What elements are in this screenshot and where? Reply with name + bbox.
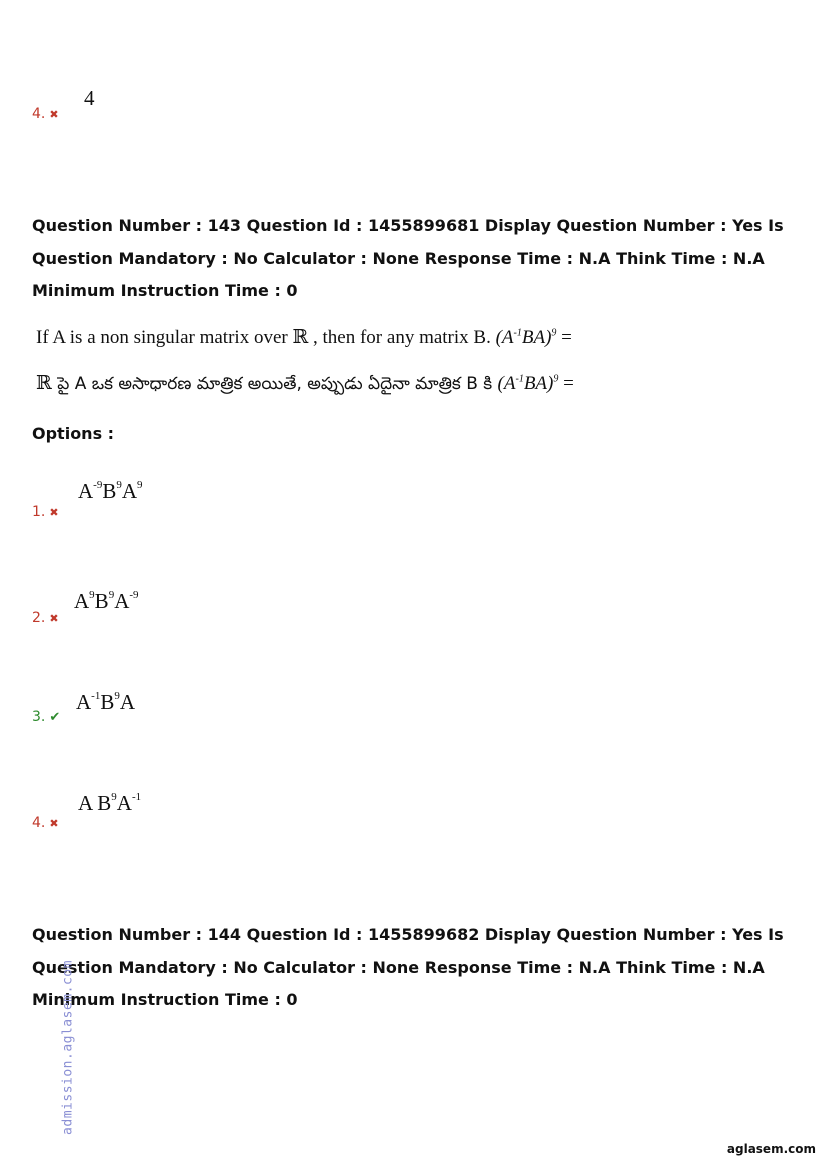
question-144-header: Question Number : 144 Question Id : 1455899682 Display Question Number : Yes Is Question Mandatory : No Calculator : None Response Time : N.A Think Time : N.A Minimum Instruction Time : 0 [32,925,784,1009]
exponent: -1 [513,327,522,339]
expr: BA) [523,373,554,394]
exponent: -9 [129,589,139,601]
option-number: 3. [32,709,46,725]
stem-text: పై A ఒక అసాధారణ మాత్రిక అయితే, అప్పుడు ఏదైనా మాత్రిక B కి [51,374,498,394]
option-number: 4. [32,106,46,122]
option-4-number [32,815,59,831]
watermark: admission.aglasem.com [60,960,76,1135]
base: B [94,589,109,613]
exponent: 9 [116,479,122,491]
equals: = [558,373,574,394]
base: A [78,791,98,815]
question-143-header: Question Number : 143 Question Id : 1455899681 Display Question Number : Yes Is Question Mandatory : No Calculator : None Response Time : N.A Think Time : N.A Minimum Instruction Time : 0 [32,216,784,300]
expr: (A [495,327,514,348]
exponent: 9 [551,327,557,339]
base: A [119,690,136,714]
base: B [102,479,117,503]
exponent: 9 [553,373,559,385]
base: A [78,479,94,503]
base: A [121,479,138,503]
real-set-symbol: ℝ [292,327,309,348]
options-label: Options : [32,424,115,443]
base: A [76,690,92,714]
base: A [116,791,132,815]
expr: (A [497,373,516,394]
real-set-symbol: ℝ [36,373,52,394]
question-stem-telugu [36,372,574,398]
option-2-value [74,589,139,614]
stem-text: If A is a non singular matrix over [36,327,293,348]
cross-icon: ✖ [49,817,59,830]
exponent: 9 [89,589,95,601]
exponent: -1 [515,373,524,385]
option-2-number [32,610,59,626]
exponent: 9 [114,690,120,702]
base: B [97,791,112,815]
stem-text: , then for any matrix B. [308,327,496,348]
option-1-number [32,504,59,520]
cross-icon: ✖ [49,506,59,519]
base: A [74,589,90,613]
option-number: 4. [32,815,46,831]
option-3-value [76,690,135,715]
footer-site[interactable]: aglasem.com [726,1142,816,1156]
exponent: -1 [131,791,142,803]
cross-icon: ✖ [49,108,59,121]
option-3-number [32,709,60,725]
prev-option-4-value: 4 [84,86,95,110]
base: B [100,690,115,714]
check-icon: ✔ [49,710,61,725]
option-1-value [78,479,143,504]
exponent: 9 [111,791,117,803]
cross-icon: ✖ [49,612,59,625]
expr: BA) [521,327,552,348]
exponent: -9 [93,479,103,491]
exponent: 9 [108,589,115,601]
option-4-value [78,791,141,816]
exponent: 9 [137,479,143,491]
exponent: -1 [91,690,101,702]
base: A [114,589,130,613]
equals: = [556,327,572,348]
prev-option-4 [32,106,59,122]
question-stem-english [36,326,572,349]
option-number: 1. [32,504,46,520]
option-number: 2. [32,610,46,626]
